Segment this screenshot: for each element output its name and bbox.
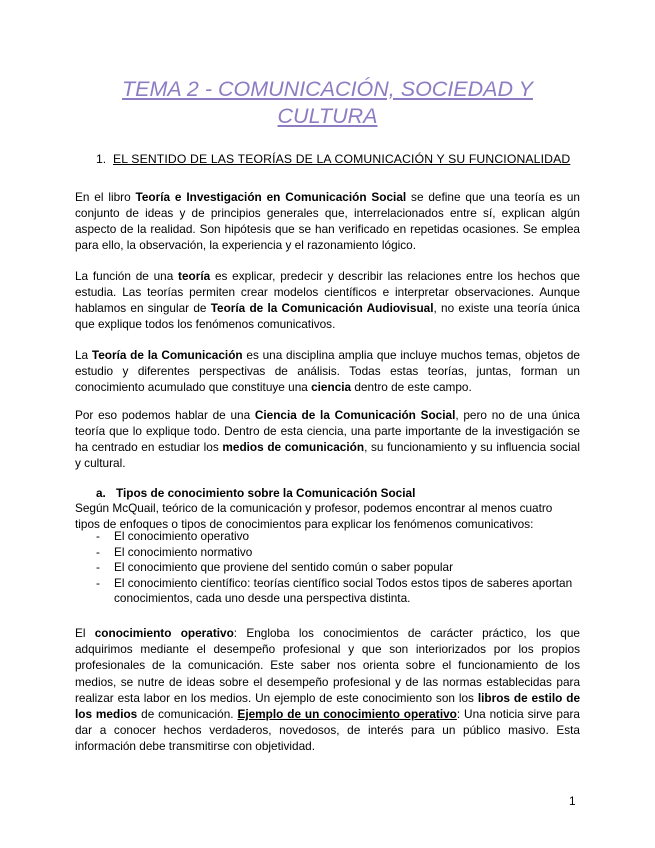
p2-bold-teoria: teoría (178, 269, 211, 283)
dash-bullet: - (96, 544, 100, 559)
p3-bold-ciencia: ciencia (311, 380, 352, 394)
paragraph-1 (75, 189, 580, 253)
paragraph-3 (75, 347, 580, 395)
p2-text-c: es explicar, predecir y describir las relaciones entre los hechos que estudia. Las teorías permiten crear modelos científicos e interpretar observaciones. Aunque hablamos en singular de (75, 269, 580, 315)
section-title: EL SENTIDO DE LAS TEORÍAS DE LA COMUNICACIÓN Y SU FUNCIONALIDAD (113, 152, 571, 166)
p3-text-d: dentro de este campo. (351, 380, 472, 394)
p3-bold-teoria-com: Teoría de la Comunicación (91, 348, 243, 362)
p3-text-c: es una disciplina amplia que incluye muchos temas, objetos de estudio y diferentes perspectivas de análisis. Todas estas teorías, juntas, forman un conocimiento acumulado que constituye una (75, 348, 580, 394)
subsection-heading (96, 485, 415, 501)
knowledge-types-list (96, 529, 580, 607)
p5-text-c: : Engloba los conocimientos de carácter práctico, los que adquirimos mediante el desempeño profesional y que son interiorizados por los propios profesionales de la comunicación. Este saber nos orienta sobre el funcionamiento de los medios, se nutre de ideas sobre el desempeño profesional y de las normas establecidas para realizar esta labor en los medios. Un ejemplo de este conocimiento son los (75, 626, 580, 705)
p5-text-d: de comunicación. (137, 707, 238, 722)
list-item (96, 545, 580, 561)
paragraph-2 (75, 268, 580, 332)
p3-text-a: La (75, 348, 92, 362)
p4-text-d: , su funcionamiento y su influencia social y cultural. (75, 440, 580, 470)
section-number: 1. (96, 152, 107, 166)
list-item-text: El conocimiento normativo (114, 544, 253, 559)
dash-bullet: - (96, 560, 100, 575)
p2-text-a: La función de una (75, 269, 179, 283)
p4-bold-medios: medios de comunicación (222, 440, 365, 454)
p4-bold-ciencia-com: Ciencia de la Comunicación Social (254, 408, 456, 422)
p1-text-a: En el libro (75, 190, 136, 204)
title-line-1: TEMA 2 - COMUNICACIÓN, SOCIEDAD Y (122, 77, 533, 101)
p4-text-a: Por eso podemos hablar de una (75, 408, 255, 422)
section-heading (96, 151, 580, 167)
p1-bold-book-title: Teoría e Investigación en Comunicación Social (135, 190, 407, 204)
p2-text-d: , no existe una teoría única que explique todos los fenómenos comunicativos. (75, 301, 580, 331)
list-item (96, 529, 580, 545)
p5-text-e: : Una noticia sirve para dar a conocer hechos verdaderos, novedosos, de interés para un público masivo. Esta información debe transmitirse con objetividad. (75, 707, 580, 754)
list-item-text: El conocimiento que proviene del sentido común o saber popular (114, 560, 454, 575)
page-title (80, 76, 575, 130)
p5-text-a: El (75, 626, 95, 640)
p1-text-c: se define que una teoría es un conjunto de ideas y de principios generales que, interrelacionados entre sí, explican algún aspecto de la realidad. Son hipótesis que se han verificado en repetidas ocasiones. Se emplea para ello, la observación, la experiencia y el razonamiento lógico. (75, 190, 580, 252)
p5-bold-libros-estilo: libros de estilo de los medios (75, 690, 581, 722)
dash-bullet: - (96, 529, 100, 543)
p5-underlined-example: Ejemplo de un conocimiento operativo (237, 707, 457, 722)
page-number: 1 (569, 794, 576, 808)
p4-text-c: , pero no de una única teoría que lo explique todo. Dentro de esta ciencia, una parte importante de la investigación se ha centrado en estudiar los (75, 408, 580, 454)
paragraph-5 (75, 625, 580, 755)
dash-bullet: - (96, 575, 100, 590)
subsection-intro: Según McQuail, teórico de la comunicación y profesor, podemos encontrar al menos cuatro tipos de enfoques o tipos de conocimientos para explicar los fenómenos comunicativos: (75, 501, 553, 531)
list-item-text: El conocimiento científico: teorías científico social Todos estos tipos de saberes aportan conocimientos, cada uno desde una perspectiva distinta. (114, 575, 573, 606)
p2-bold-teoria-cav: Teoría de la Comunicación Audiovisual (210, 301, 434, 315)
paragraph-4 (75, 407, 580, 471)
list-item-text: El conocimiento operativo (114, 529, 250, 543)
title-line-2: CULTURA (277, 104, 378, 128)
subsection-title: Tipos de conocimiento sobre la Comunicación Social (116, 486, 416, 500)
p5-bold-conocimiento-operativo: conocimiento operativo (94, 626, 234, 640)
list-item (96, 576, 580, 607)
list-item (96, 560, 580, 576)
subsection-letter: a. (96, 486, 106, 500)
